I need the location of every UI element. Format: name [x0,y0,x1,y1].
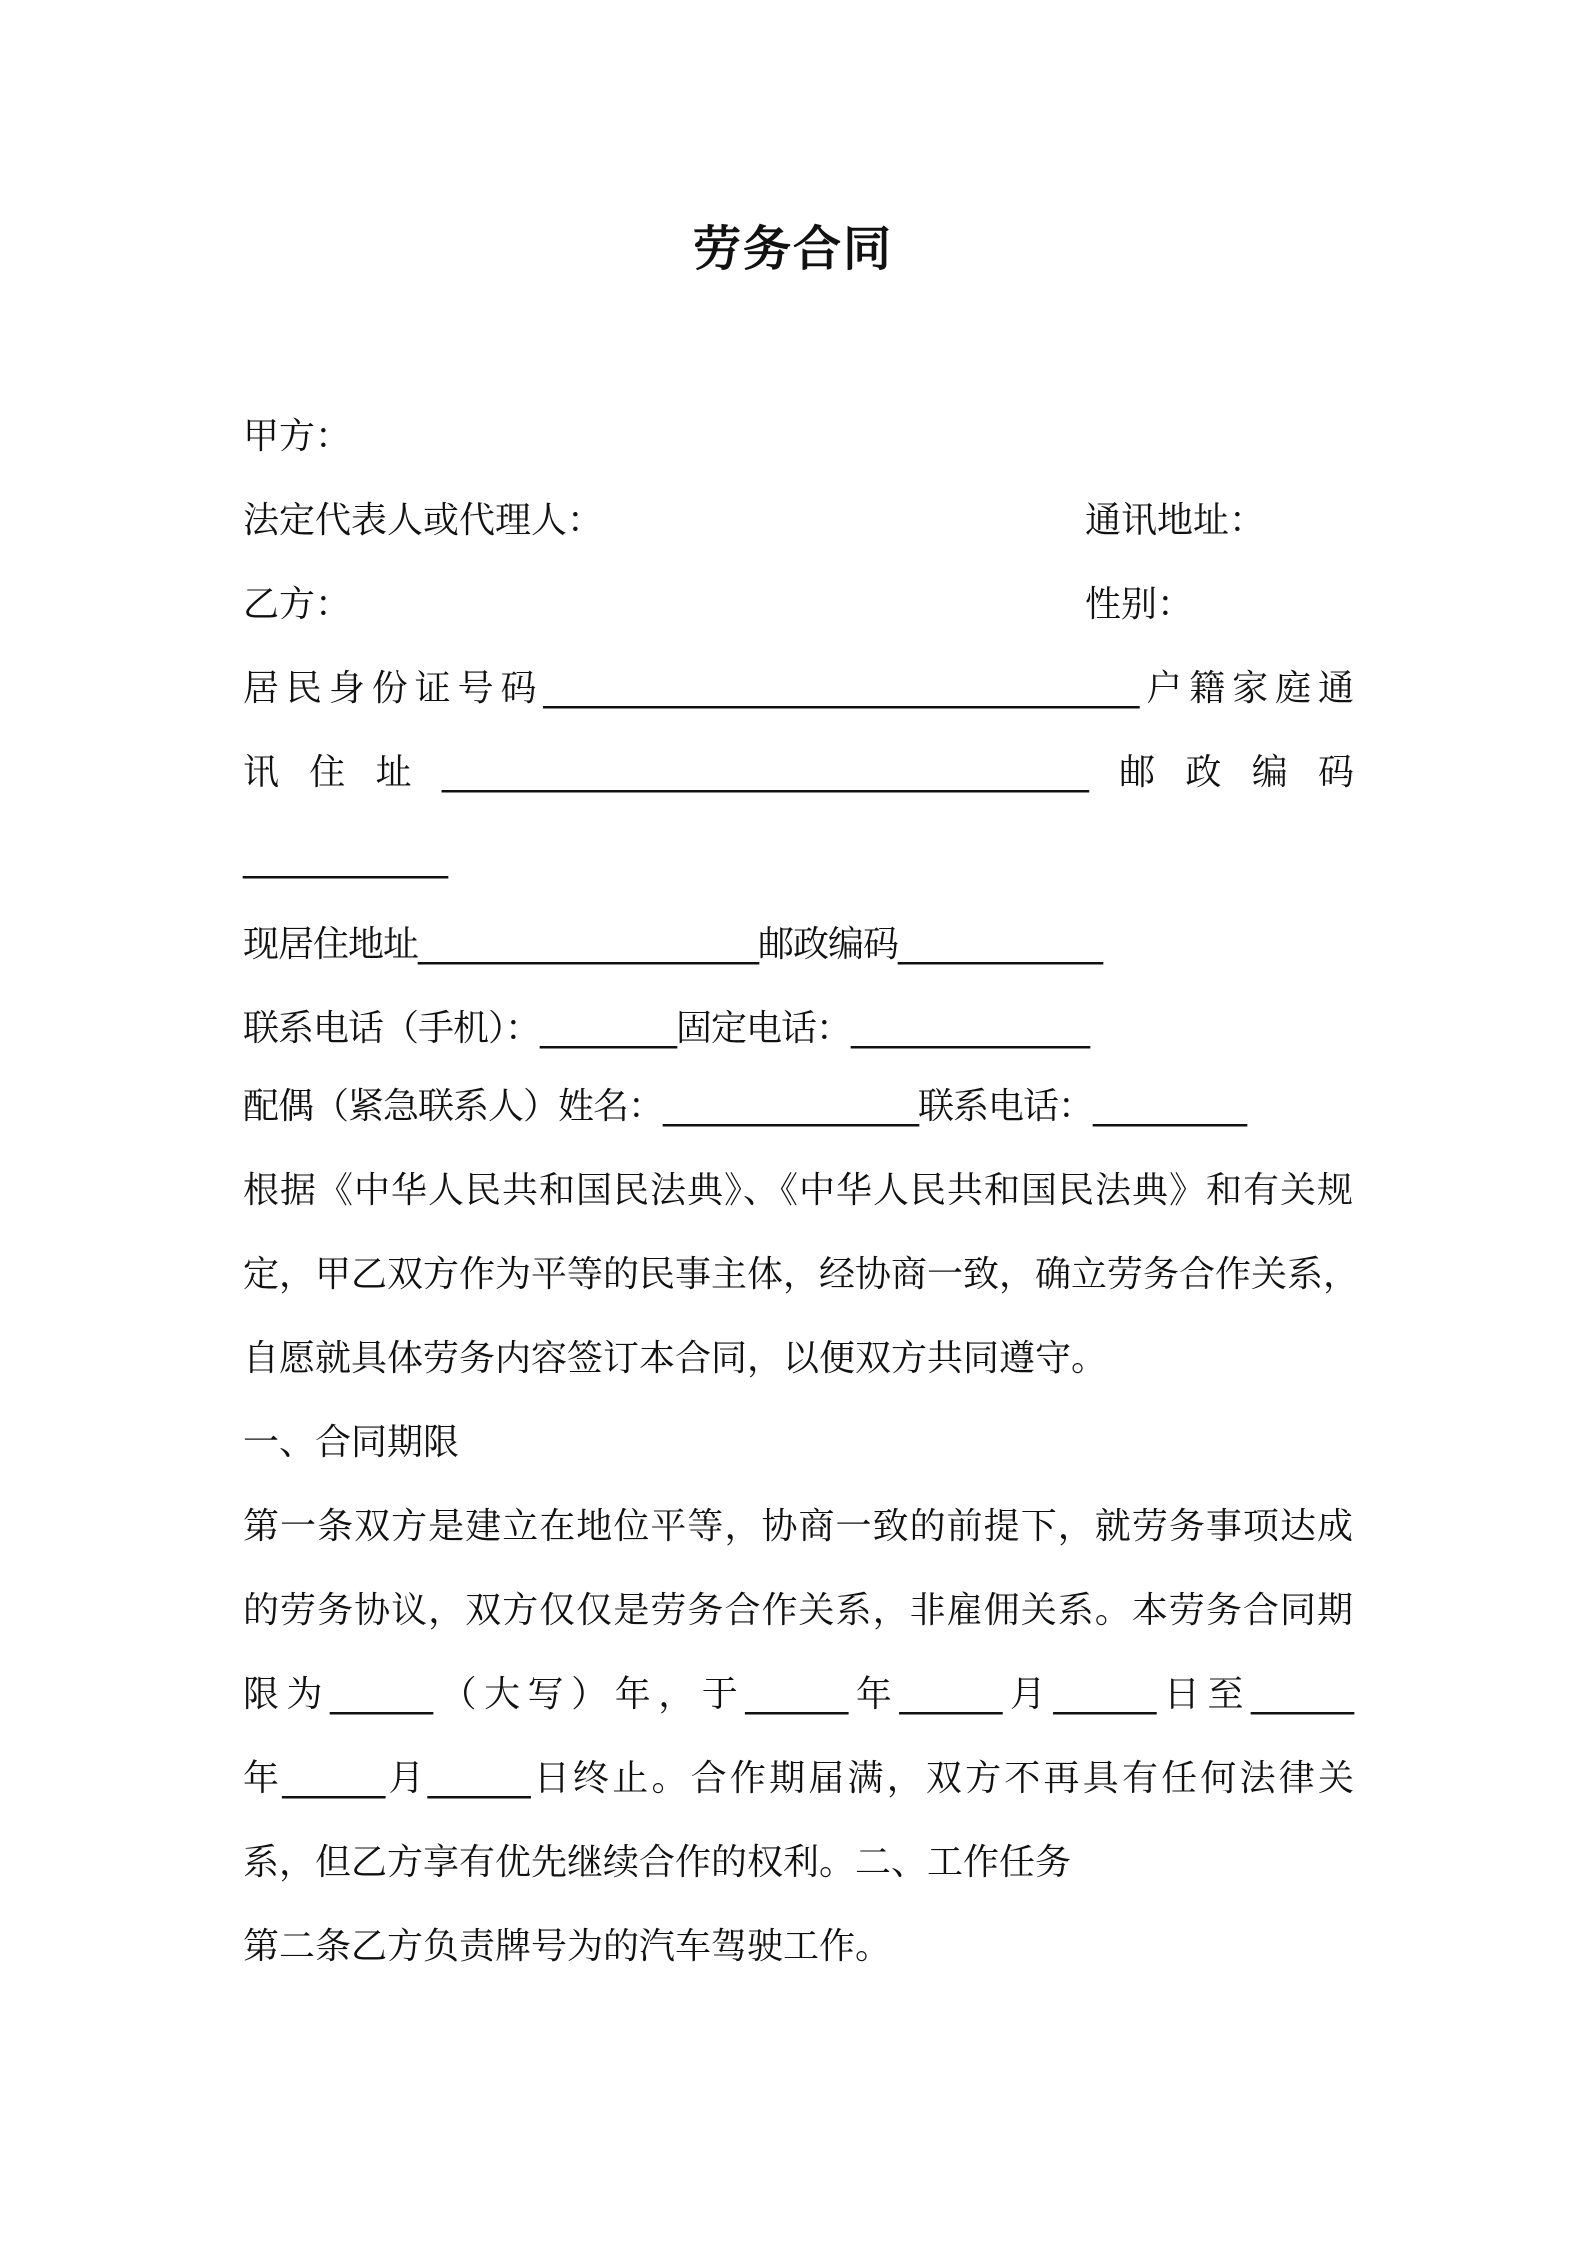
legal-rep-row [243,496,1353,546]
document-title: 劳务合同 [692,221,893,277]
section-1-heading: 一、合同期限 [243,1422,460,1463]
id-number-line: 居民身份证号码___________________________________户籍家庭通 [243,668,1353,709]
current-address-line: 现居住地址____________________邮政编码____________ [243,924,1103,965]
phone-line: 联系电话（手机）：________固定电话：______________ [243,1008,1090,1049]
preamble-line-2: 定，甲乙双方作为平等的民事主体，经协商一致，确立劳务合作关系， [243,1254,1360,1295]
article-1-line-4: 年______月______日终止。合作期届满，双方不再具有任何法律关 [243,1758,1353,1799]
preamble-line-1: 根据《中华人民共和国民法典》、《中华人民共和国民法典》和有关规 [243,1170,1353,1211]
article-2: 第二条乙方负责牌号为的汽车驾驶工作。 [243,1926,892,1967]
party-b-row [243,580,1353,630]
article-1-line-5: 系，但乙方享有优先继续合作的权利。二、工作任务 [243,1842,1072,1883]
comm-address-label: 通讯地址： [1085,500,1266,541]
spouse-contact-line: 配偶（紧急联系人）姓名：_______________联系电话：_________ [243,1086,1247,1127]
article-1-line-3: 限为______（大写）年，于______年______月______日至______ [243,1674,1353,1715]
article-1-line-2: 的劳务协议，双方仅仅是劳务合作关系，非雇佣关系。本劳务合同期 [243,1590,1353,1631]
party-b-label: 乙方： [243,584,352,625]
article-1-line-1: 第一条双方是建立在地位平等，协商一致的前提下，就劳务事项达成 [243,1506,1353,1547]
gender-label: 性别： [1085,584,1194,625]
legal-rep-label: 法定代表人或代理人： [243,500,604,541]
preamble-line-3: 自愿就具体劳务内容签订本合同，以便双方共同遵守。 [243,1338,1108,1379]
postal-code-blank: ____________ [243,838,447,879]
party-a-label: 甲方： [243,416,352,457]
household-address-line: 讯住址______________________________________邮政编码 [243,752,1353,793]
